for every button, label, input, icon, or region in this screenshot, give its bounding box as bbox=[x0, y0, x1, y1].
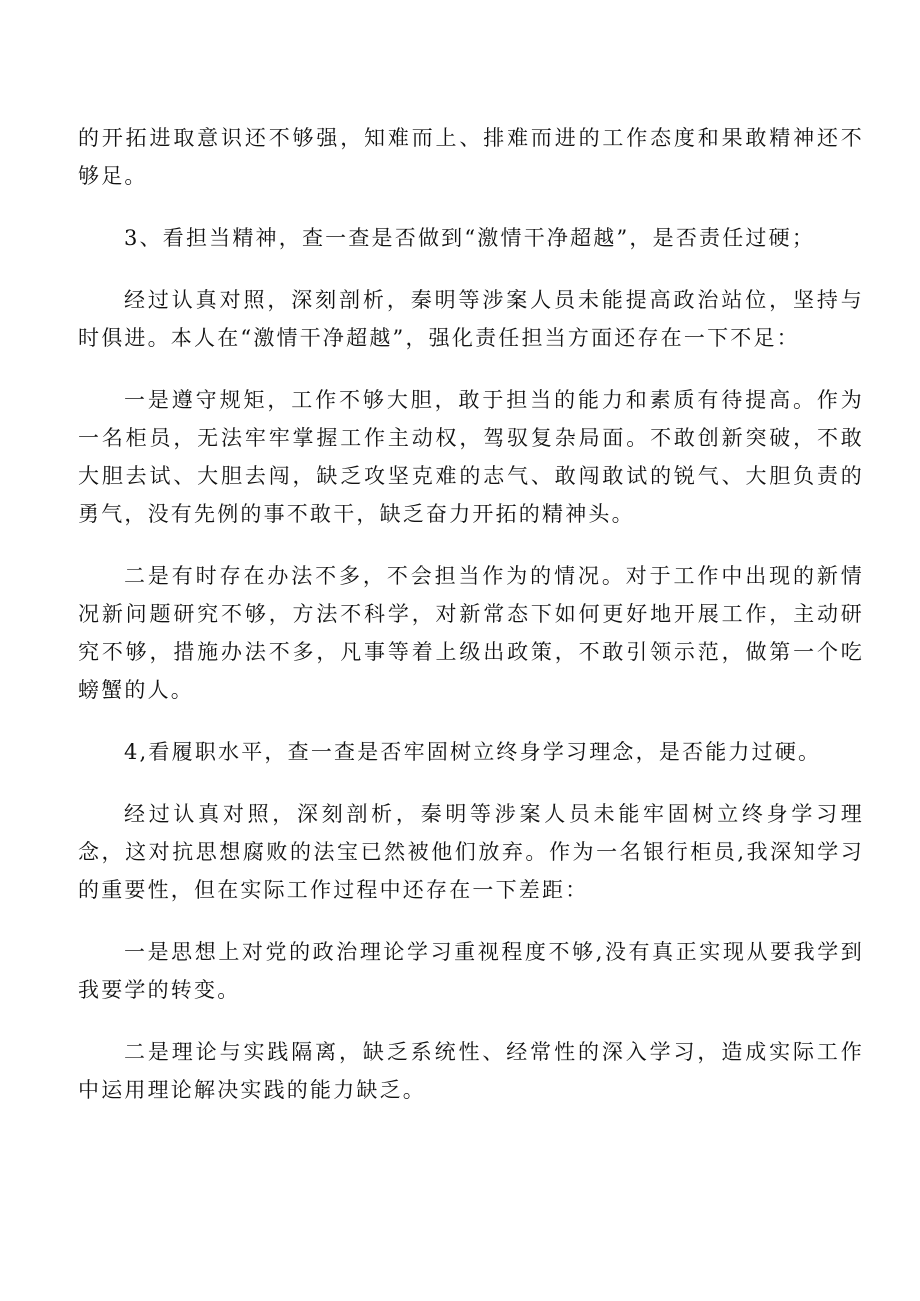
paragraph: 一是思想上对党的政治理论学习重视程度不够,没有真正实现从要我学到我要学的转变。 bbox=[78, 940, 864, 1002]
paragraph: 二是有时存在办法不多，不会担当作为的情况。对于工作中出现的新情况新问题研究不够，方法不科学，对新常态下如何更好地开展工作，主动研究不够，措施办法不多，凡事等着上级出政策，不敢引领示范，做第一个吃螃蟹的人。 bbox=[78, 564, 864, 702]
section-heading-4: 4,看履职水平，查一查是否牢固树立终身学习理念，是否能力过硬。 bbox=[124, 740, 822, 764]
paragraph: 二是理论与实践隔离，缺乏系统性、经常性的深入学习，造成实际工作中运用理论解决实践的能力缺乏。 bbox=[78, 1040, 864, 1102]
section-heading-3: 3、看担当精神，查一查是否做到“激情干净超越”，是否责任过硬； bbox=[124, 226, 816, 250]
document-body bbox=[78, 119, 864, 1133]
paragraph: 经过认真对照，深刻剖析，秦明等涉案人员未能牢固树立终身学习理念，这对抗思想腐败的法宝已然被他们放弃。作为一名银行柜员,我深知学习的重要性，但在实际工作过程中还存在一下差距： bbox=[78, 802, 864, 902]
paragraph-continuation: 的开拓进取意识还不够强，知难而上、排难而进的工作态度和果敢精神还不够足。 bbox=[78, 126, 864, 188]
paragraph: 一是遵守规矩，工作不够大胆，敢于担当的能力和素质有待提高。作为一名柜员，无法牢牢掌握工作主动权，驾驭复杂局面。不敢创新突破，不敢大胆去试、大胆去闯，缺乏攻坚克难的志气、敢闯敢试的锐气、大胆负责的勇气，没有先例的事不敢干，缺乏奋力开拓的精神头。 bbox=[78, 388, 864, 526]
paragraph: 经过认真对照，深刻剖析，秦明等涉案人员未能提高政治站位，坚持与时俱进。本人在“激情干净超越”，强化责任担当方面还存在一下不足： bbox=[78, 288, 864, 350]
